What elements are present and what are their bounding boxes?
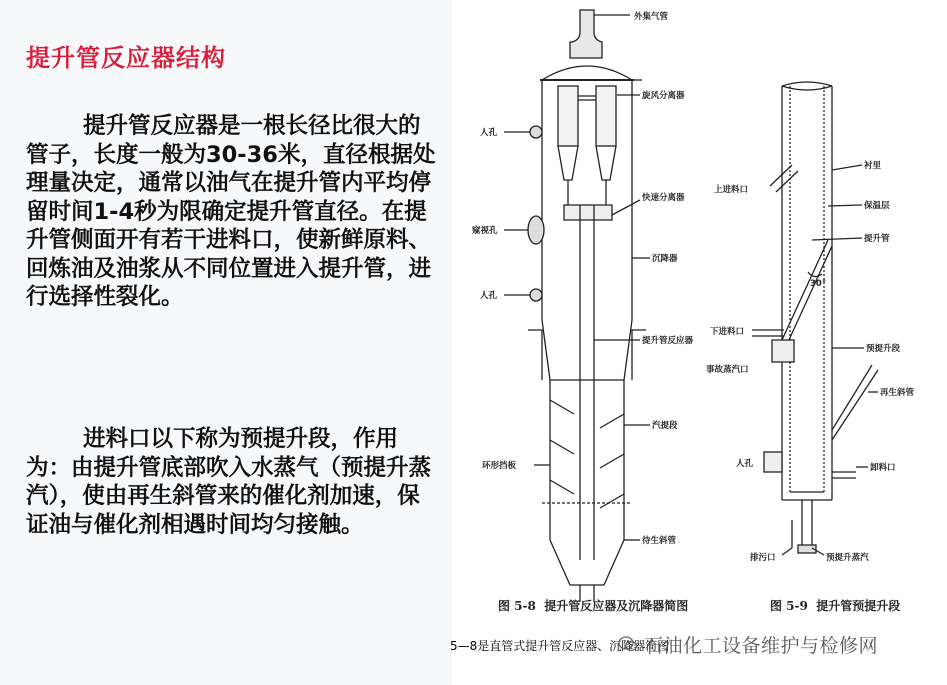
- label-manhole: 人孔: [736, 459, 754, 469]
- label-upper-feed: 上进料口: [714, 185, 749, 195]
- label-lining: 衬里: [864, 161, 882, 171]
- watermark-text: 石油化工设备维护与检修网: [644, 635, 879, 657]
- label-settler: 沉降器: [652, 254, 678, 264]
- text-panel: [0, 0, 452, 685]
- label-stripper: 汽提段: [652, 421, 678, 431]
- label-riser: 提升管: [864, 234, 890, 244]
- label-manhole-top: 人孔: [480, 128, 498, 138]
- reactor-diagrams: [452, 0, 947, 685]
- paragraph-pre-lift: 进料口以下称为预提升段，作用为：由提升管底部吹入水蒸气（预提升蒸汽），使由再生斜管来的催化剂加速，保证油与催化剂相遇时间均匀接触。: [26, 426, 432, 538]
- label-riser-reactor: 提升管反应器: [642, 336, 694, 346]
- figure-panel: [452, 0, 947, 685]
- label-emergency-steam: 事故蒸汽口: [706, 365, 749, 375]
- label-drain: 卸料口: [870, 463, 896, 473]
- paragraph-riser-structure: 提升管反应器是一根长径比很大的管子，长度一般为30-36米，直径根据处理量决定，通常以油气在提升管内平均停留时间1-4秒为限确定提升管直径。在提升管侧面开有若干进料口，使新鲜原料、回炼油及油浆从不同位置进入提升管，进行选择性裂化。: [26, 113, 436, 310]
- label-outlet: 外集气管: [634, 12, 669, 22]
- caption-5-8-text: 提升管反应器及沉降器简图: [544, 599, 689, 613]
- caption-5-8-number: 图 5-8: [498, 599, 536, 613]
- caption-5-8: [498, 597, 688, 614]
- wechat-icon: [618, 634, 638, 654]
- label-baffle: 环形挡板: [482, 461, 517, 471]
- label-cyclone: 旋风分离器: [642, 91, 685, 101]
- label-standpipe: 待生斜管: [642, 536, 677, 546]
- label-vent: 排污口: [750, 553, 776, 563]
- caption-5-9: [770, 597, 900, 614]
- label-pre-lift-steam: 预提升蒸汽: [826, 553, 869, 563]
- label-angle: 30°: [810, 279, 827, 289]
- label-pre-lift-section: 预提升段: [866, 344, 901, 354]
- label-viewport: 窥视孔: [472, 226, 498, 236]
- label-lower-feed: 下进料口: [710, 327, 745, 337]
- slide-title: 提升管反应器结构: [26, 44, 226, 72]
- caption-5-9-text: 提升管预提升段: [816, 599, 901, 613]
- label-fast-separator: 快速分离器: [642, 193, 685, 203]
- caption-5-9-number: 图 5-9: [770, 599, 808, 613]
- label-regen-pipe: 再生斜管: [880, 388, 915, 398]
- bottom-caption: 5—8是直管式提升管反应器、沉降器简图: [450, 639, 670, 653]
- label-insulation: 保温层: [864, 201, 890, 211]
- label-manhole-mid: 人孔: [480, 291, 498, 301]
